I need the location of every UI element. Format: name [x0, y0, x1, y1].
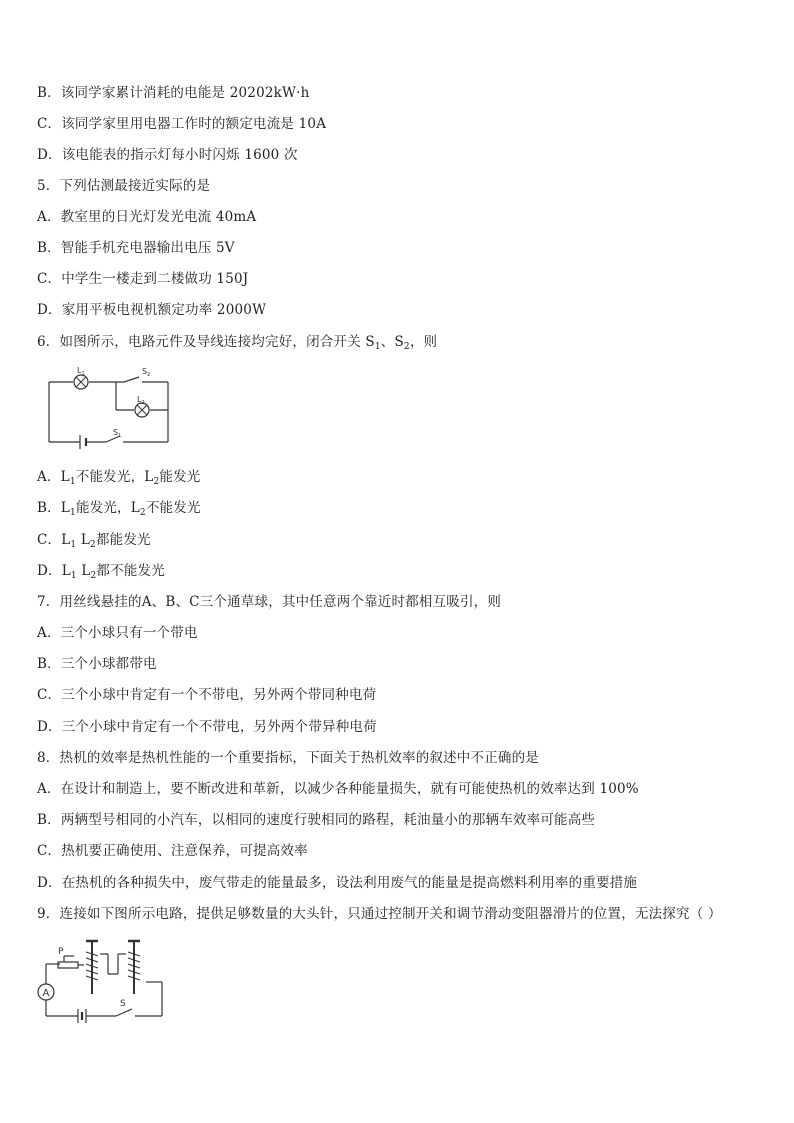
- question-8: 8．热机的效率是热机性能的一个重要指标，下面关于热机效率的叙述中不正确的是: [37, 750, 539, 766]
- option-d-q5: D．家用平板电视机额定功率 2000W: [37, 302, 267, 318]
- option-a-q8: A．在设计和制造上，要不断改进和革新，以减少各种能量损失，就有可能使热机的效率达到 100%: [37, 781, 639, 797]
- option-c-q7: C．三个小球中肯定有一个不带电，另外两个带同种电荷: [37, 687, 377, 703]
- option-c-q5: C．中学生一楼走到二楼做功 150J: [37, 271, 249, 287]
- label-p: P: [58, 947, 64, 957]
- option-a-q7: A．三个小球只有一个带电: [37, 625, 198, 641]
- option-b-q8: B．两辆型号相同的小汽车，以相同的速度行驶相同的路程，耗油量小的那辆车效率可能高些: [37, 812, 596, 828]
- option-c-q4: C．该同学家里用电器工作时的额定电流是 10A: [37, 116, 327, 132]
- circuit-diagram-q9: [34, 934, 166, 1026]
- electromagnet-2-icon: [128, 941, 140, 994]
- option-a-q5: A．教室里的日光灯发光电流 40mA: [37, 209, 257, 225]
- option-a-q6: A．$L_1$不能发光，$L_2$能发光: [37, 469, 201, 487]
- option-b-q7: B．三个小球都带电: [37, 656, 157, 672]
- option-d-q4: D．该电能表的指示灯每小时闪烁 1600 次: [37, 147, 298, 163]
- lamp-l1-icon: [74, 375, 88, 389]
- question-5: 5．下列估测最接近实际的是: [37, 178, 211, 194]
- svg-text:A: A: [42, 988, 50, 999]
- option-c-q6: C．$L_1$ $L_2$都能发光: [37, 532, 151, 550]
- label-s2: $S_2$: [142, 367, 151, 378]
- ammeter-icon: [38, 984, 54, 1000]
- electromagnet-1-icon: [86, 941, 98, 994]
- option-b-q5: B．智能手机充电器输出电压 5V: [37, 240, 235, 256]
- option-b-q4: B．该同学家累计消耗的电能是 20202kW·h: [37, 85, 310, 101]
- question-6: 6．如图所示，电路元件及导线连接均完好，闭合开关 $S_1$、$S_2$，则: [37, 334, 438, 352]
- option-b-q6: B．$L_1$能发光，$L_2$不能发光: [37, 500, 201, 518]
- label-l2: $L_2$: [137, 395, 145, 406]
- option-d-q7: D．三个小球中肯定有一个不带电，另外两个带异种电荷: [37, 719, 377, 735]
- question-9: 9．连接如下图所示电路，提供足够数量的大头针，只通过控制开关和调节滑动变阻器滑片的位置，无法探究（ ）: [37, 906, 722, 922]
- option-d-q8: D．在热机的各种损失中，废气带走的能量最多，设法利用废气的能量是提高燃料利用率的重要措施: [37, 875, 638, 891]
- question-7: 7．用丝线悬挂的A、B、C三个通草球，其中任意两个靠近时都相互吸引，则: [37, 594, 502, 610]
- label-s: S: [120, 999, 126, 1009]
- label-l1: $L_1$: [77, 366, 85, 377]
- option-d-q6: D．$L_1$ $L_2$都不能发光: [37, 563, 165, 581]
- label-s1: $S_1$: [113, 428, 122, 439]
- circuit-diagram-q6: [44, 362, 174, 450]
- option-c-q8: C．热机要正确使用、注意保养，可提高效率: [37, 843, 308, 859]
